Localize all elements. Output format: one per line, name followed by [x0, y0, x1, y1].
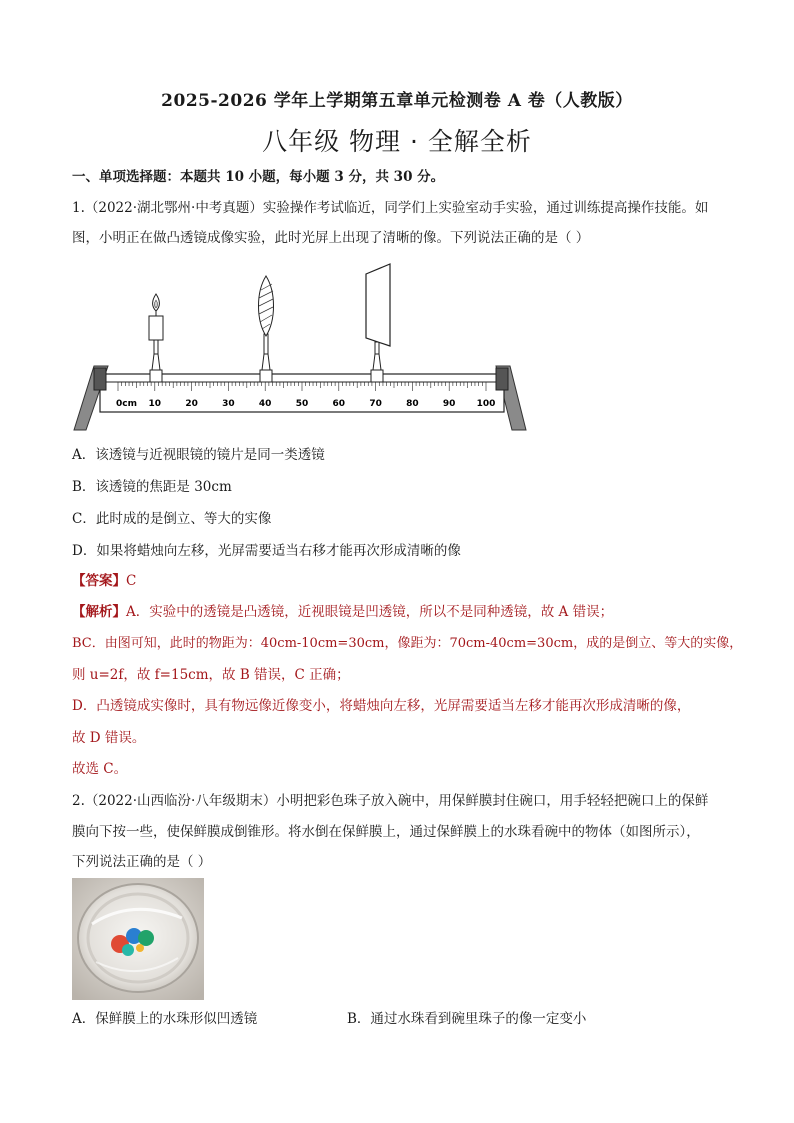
q1-stem-line2: 图，小明正在做凸透镜成像实验，此时光屏上出现了清晰的像。下列说法正确的是（ ） — [72, 230, 590, 246]
q2-option-b: B．通过水珠看到碗里珠子的像一定变小 — [347, 1011, 587, 1027]
q1-stem-line1: 1.（2022·湖北鄂州·中考真题）实验操作考试临近，同学们上实验室动手实验，通过训练提高操作技能。如 — [72, 200, 709, 216]
scale-label: 70 — [369, 399, 382, 409]
optical-bench-figure — [72, 258, 532, 433]
q1-analysis-line4: D．凸透镜成实像时，具有物远像近像变小，将蜡烛向左移，光屏需要适当左移才能再次形成清晰的像， — [72, 698, 691, 714]
scale-label: 30 — [222, 399, 235, 409]
q1-answer — [72, 572, 732, 590]
section-heading: 一、单项选择题：本题共 10 小题，每小题 3 分，共 30 分。 — [72, 169, 445, 185]
analysis-tag: 【解析】 — [72, 604, 126, 620]
convex-lens — [259, 276, 274, 382]
bench-right-end — [496, 368, 508, 390]
candle — [149, 294, 163, 382]
scale-label: 90 — [442, 399, 456, 409]
answer-value: C — [126, 573, 137, 589]
scale-label: 50 — [295, 399, 309, 409]
scale-label: 0cm — [116, 399, 137, 409]
exam-subtitle: 八年级 物理 · 全解全析 — [262, 127, 532, 156]
bench-left-end — [94, 368, 106, 390]
q1-conclusion: 故选 C。 — [72, 761, 128, 777]
q2-stem-line2: 膜向下按一些，使保鲜膜成倒锥形。将水倒在保鲜膜上，通过保鲜膜上的水珠看碗中的物体（如图所示）， — [72, 824, 700, 840]
scale-label: 40 — [258, 399, 272, 409]
q1-analysis-line3: 则 u=2f，故 f=15cm，故 B 错误，C 正确； — [72, 667, 350, 683]
q1-analysis-line5: 故 D 错误。 — [72, 730, 146, 746]
q2-option-a: A．保鲜膜上的水珠形似凹透镜 — [72, 1011, 258, 1027]
exam-title: 2025-2026 学年上学期第五章单元检测卷 A 卷（人教版） — [161, 91, 633, 111]
answer-tag: 【答案】 — [72, 573, 126, 589]
scale-label: 60 — [332, 399, 346, 409]
bowl-beads-photo — [72, 878, 204, 1000]
q2-stem-line3: 下列说法正确的是（ ） — [72, 854, 212, 870]
q1-analysis-line1: 【解析】A．实验中的透镜是凸透镜，近视眼镜是凹透镜，所以不是同种透镜，故 A 错误； — [72, 604, 614, 620]
q1-option-c: C．此时成的是倒立、等大的实像 — [72, 511, 272, 527]
q2-stem-line1: 2.（2022·山西临汾·八年级期末）小明把彩色珠子放入碗中，用保鲜膜封住碗口，用手轻轻把碗口上的保鲜 — [72, 793, 709, 809]
q1-analysis-line2: BC．由图可知，此时的物距为：40cm-10cm=30cm，像距为：70cm-40cm=30cm，成的是倒立、等大的实像， — [72, 636, 743, 651]
q1-option-d: D．如果将蜡烛向左移，光屏需要适当右移才能再次形成清晰的像 — [72, 543, 461, 559]
scale-label: 10 — [148, 399, 162, 409]
scale-label: 100 — [476, 399, 496, 409]
light-screen — [366, 264, 390, 382]
scale-label: 20 — [185, 399, 198, 409]
q1-option-a: A．该透镜与近视眼镜的镜片是同一类透镜 — [72, 447, 325, 463]
scale-label: 80 — [406, 399, 419, 409]
q1-option-b: B．该透镜的焦距是 30cm — [72, 479, 232, 495]
